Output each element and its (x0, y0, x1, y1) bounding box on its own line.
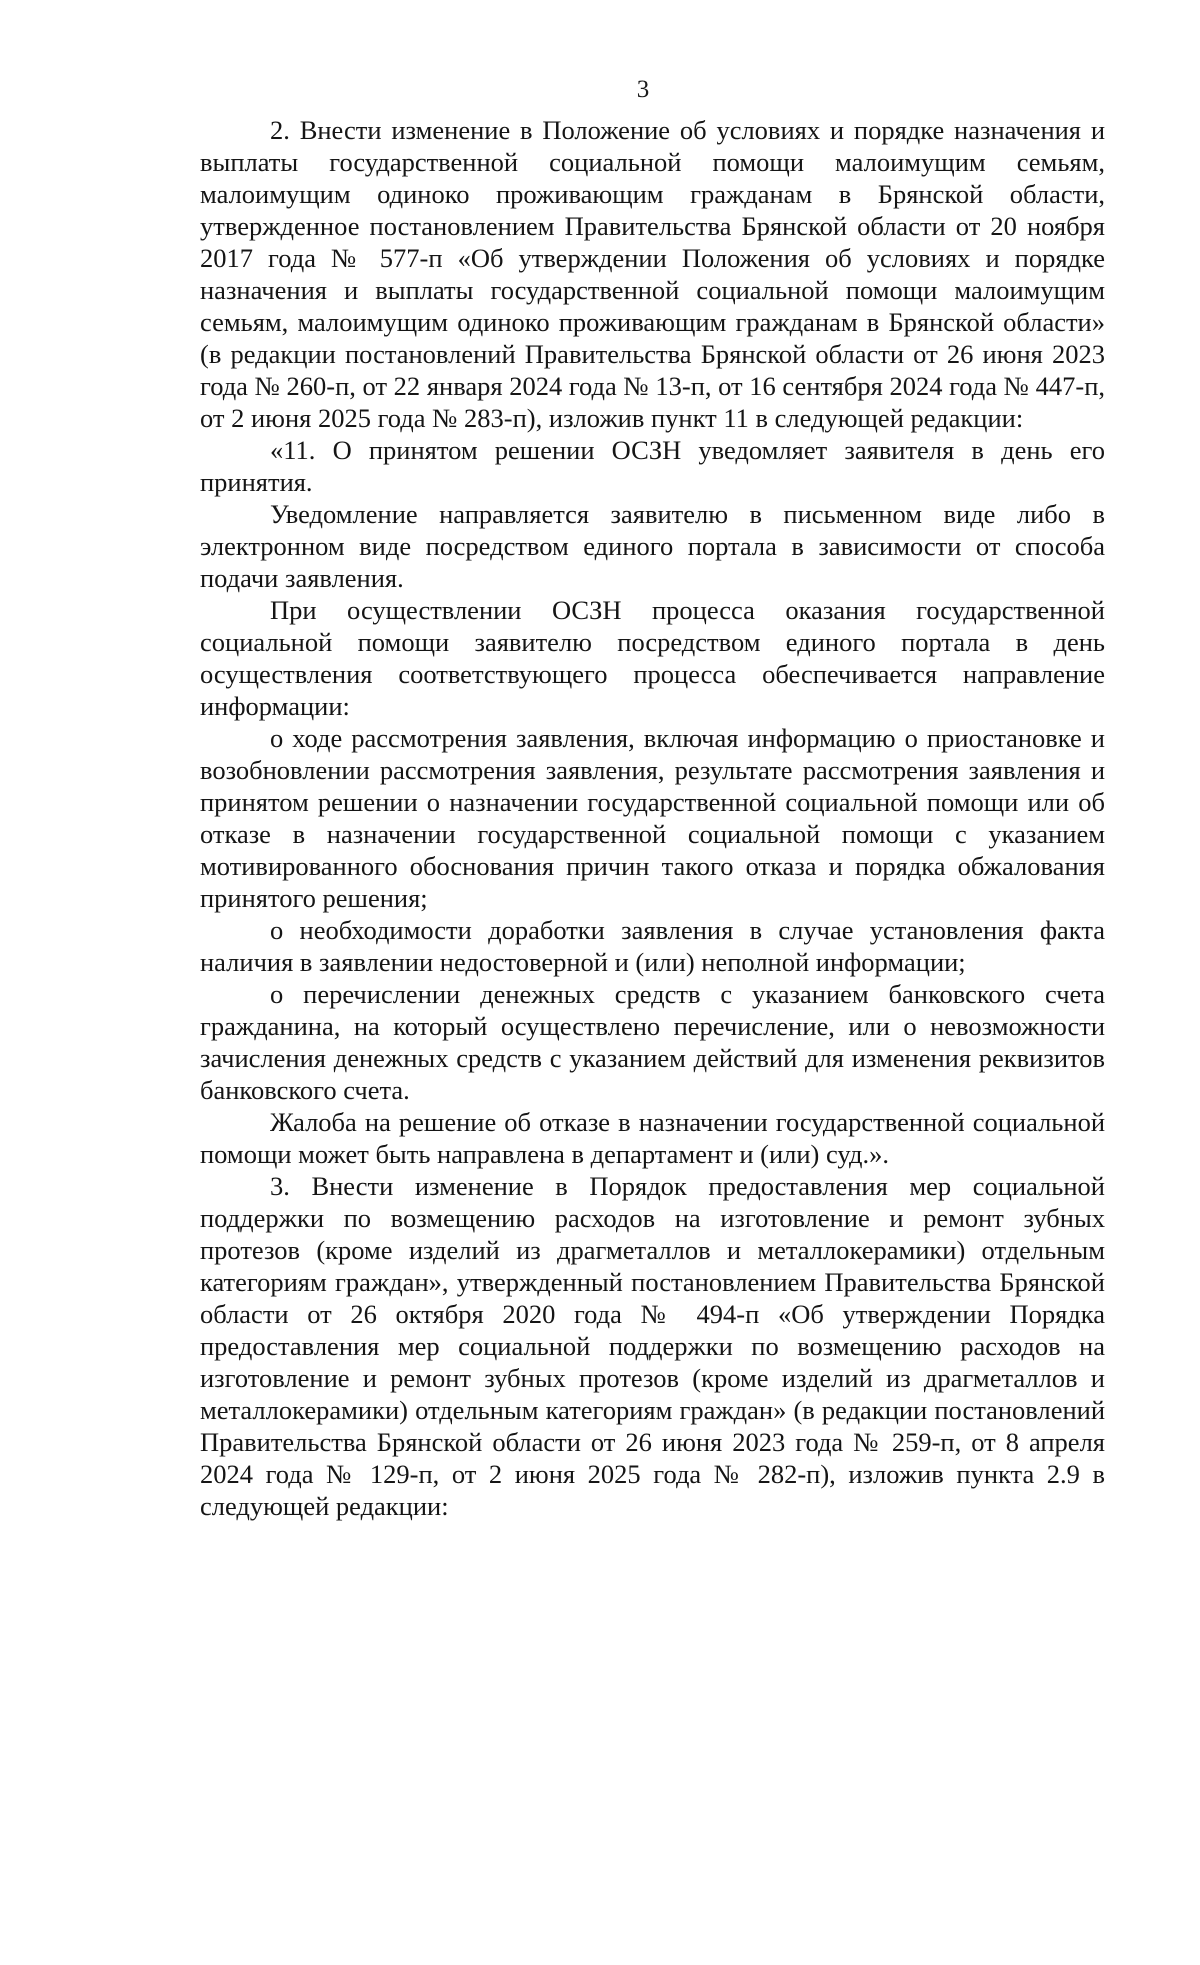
page-number: 3 (636, 76, 650, 103)
paragraph-2-amendment: 2. Внести изменение в Положение об условиях и порядке назначения и выплаты государственной социальной помощи малоимущим семьям, малоимущим одиноко проживающим гражданам в Брянской области, утвержденное постановлением Правительства Брянской области от 20 ноября 2017 года № 577-п «Об утверждении Положения об условиях и порядке назначения и выплаты государственной социальной помощи малоимущим семьям, малоимущим одиноко проживающим гражданам в Брянской области» (в редакции постановлений Правительства Брянской области от 26 июня 2023 года № 260-п, от 22 января 2024 года № 13-п, от 16 сентября 2024 года № 447-п, от 2 июня 2025 года № 283-п), изложив пункт 11 в следующей редакции: (200, 115, 1105, 433)
paragraph-portal-info: При осуществлении ОСЗН процесса оказания государственной социальной помощи заявителю посредством единого портала в день осуществления соответствующего процесса обеспечивается направление информации: (200, 595, 1105, 721)
document-body (200, 114, 1105, 1522)
paragraph-3-amendment: 3. Внести изменение в Порядок предоставления мер социальной поддержки по возмещению расходов на изготовление и ремонт зубных протезов (кроме изделий из драгметаллов и металлокерамики) отдельным категориям граждан», утвержденный постановлением Правительства Брянской области от 26 октября 2020 года № 494-п «Об утверждении Порядка предоставления мер социальной поддержки по возмещению расходов на изготовление и ремонт зубных протезов (кроме изделий из драгметаллов и металлокерамики) отдельным категориям граждан» (в редакции постановлений Правительства Брянской области от 26 июня 2023 года № 259-п, от 8 апреля 2024 года № 129-п, от 2 июня 2025 года № 282-п), изложив пункта 2.9 в следующей редакции: (200, 1171, 1105, 1521)
paragraph-revision-needed: о необходимости доработки заявления в случае установления факта наличия в заявлении недостоверной и (или) неполной информации; (200, 915, 1105, 977)
paragraph-11-notification: «11. О принятом решении ОСЗН уведомляет заявителя в день его принятия. (200, 435, 1105, 497)
paragraph-complaint: Жалоба на решение об отказе в назначении государственной социальной помощи может быть направлена в департамент и (или) суд.». (200, 1107, 1105, 1169)
paragraph-funds-transfer: о перечислении денежных средств с указанием банковского счета гражданина, на который осуществлено перечисление, или о невозможности зачисления денежных средств с указанием действий для изменения реквизитов банковского счета. (200, 979, 1105, 1105)
paragraph-notice-delivery: Уведомление направляется заявителю в письменном виде либо в электронном виде посредством единого портала в зависимости от способа подачи заявления. (200, 499, 1105, 593)
paragraph-review-progress: о ходе рассмотрения заявления, включая информацию о приостановке и возобновлении рассмотрения заявления, результате рассмотрения заявления и принятом решении о назначении государственной социальной помощи или об отказе в назначении государственной социальной помощи с указанием мотивированного обоснования причин такого отказа и порядка обжалования принятого решения; (200, 723, 1105, 913)
